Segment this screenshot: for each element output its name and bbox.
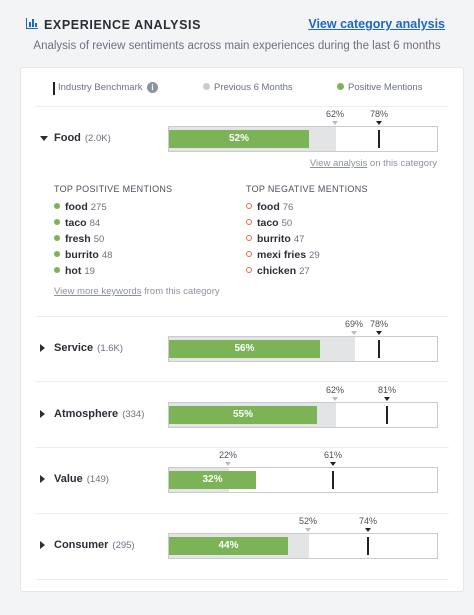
green-dot-icon bbox=[337, 83, 344, 90]
benchmark-pct-label: 78% bbox=[369, 319, 389, 329]
previous-marker-icon bbox=[332, 397, 338, 401]
category-label[interactable] bbox=[54, 132, 111, 144]
red-circle-icon bbox=[246, 251, 252, 257]
category-label[interactable] bbox=[54, 342, 123, 354]
benchmark-mark bbox=[367, 537, 369, 555]
legend-previous-label: Previous 6 Months bbox=[214, 82, 293, 93]
mention-term: food bbox=[65, 201, 88, 213]
category-name: Service bbox=[54, 342, 94, 354]
divider bbox=[35, 447, 449, 448]
gray-dot-icon bbox=[203, 83, 210, 90]
negative-mention-item[interactable] bbox=[246, 217, 292, 229]
benchmark-mark bbox=[378, 340, 380, 358]
mention-count: 50 bbox=[93, 234, 105, 245]
more-keywords-suffix: from this category bbox=[144, 286, 220, 297]
info-icon[interactable]: i bbox=[147, 82, 158, 93]
category-bar bbox=[168, 109, 438, 152]
view-category-analysis-link[interactable]: View category analysis bbox=[308, 17, 445, 31]
previous-marker-icon bbox=[305, 528, 311, 532]
benchmark-marker-icon bbox=[365, 528, 371, 532]
positive-mention-item[interactable] bbox=[54, 217, 100, 229]
caret-down-icon[interactable] bbox=[40, 136, 48, 141]
more-keywords bbox=[54, 286, 220, 297]
mention-term: mexi fries bbox=[257, 249, 307, 261]
mention-term: chicken bbox=[257, 265, 297, 277]
category-label[interactable] bbox=[54, 408, 144, 420]
mention-count: 50 bbox=[281, 218, 293, 229]
category-bar bbox=[168, 516, 438, 559]
mention-term: burrito bbox=[257, 233, 291, 245]
green-dot-icon bbox=[54, 251, 60, 257]
view-analysis-suffix: on this category bbox=[369, 158, 437, 169]
benchmark-marker-icon bbox=[376, 331, 382, 335]
divider bbox=[35, 106, 449, 107]
mention-term: food bbox=[257, 201, 280, 213]
divider bbox=[35, 513, 449, 514]
positive-bar: 56% bbox=[169, 340, 320, 358]
mention-count: 84 bbox=[89, 218, 101, 229]
red-circle-icon bbox=[246, 219, 252, 225]
positive-bar: 52% bbox=[169, 130, 309, 148]
positive-mention-item[interactable] bbox=[54, 249, 112, 261]
legend-positive-label: Positive Mentions bbox=[348, 82, 423, 93]
benchmark-marker-icon bbox=[330, 462, 336, 466]
benchmark-pct-label: 78% bbox=[369, 109, 389, 119]
green-dot-icon bbox=[54, 219, 60, 225]
category-count: (1.6K) bbox=[97, 343, 124, 354]
previous-pct-label: 62% bbox=[325, 385, 345, 395]
green-dot-icon bbox=[54, 267, 60, 273]
previous-marker-icon bbox=[332, 121, 338, 125]
legend bbox=[39, 80, 445, 98]
benchmark-marker-icon bbox=[376, 121, 382, 125]
caret-right-icon[interactable] bbox=[40, 475, 45, 483]
benchmark-mark bbox=[332, 471, 334, 489]
benchmark-marker-icon bbox=[384, 397, 390, 401]
category-name: Consumer bbox=[54, 539, 109, 551]
view-analysis bbox=[310, 158, 437, 169]
mention-count: 27 bbox=[299, 266, 310, 277]
mention-term: hot bbox=[65, 265, 82, 277]
benchmark-pct-label: 74% bbox=[358, 516, 378, 526]
category-bar bbox=[168, 385, 438, 428]
green-dot-icon bbox=[54, 203, 60, 209]
positive-mention-item[interactable] bbox=[54, 201, 107, 213]
header bbox=[26, 14, 448, 36]
negative-mention-item[interactable] bbox=[246, 201, 293, 213]
mention-count: 19 bbox=[84, 266, 95, 277]
view-more-keywords-link[interactable]: View more keywords bbox=[54, 286, 142, 297]
benchmark-pct-label: 61% bbox=[323, 450, 343, 460]
divider bbox=[35, 579, 449, 580]
negative-mention-item[interactable] bbox=[246, 249, 320, 261]
legend-previous bbox=[203, 82, 293, 93]
caret-right-icon[interactable] bbox=[40, 410, 45, 418]
benchmark-mark bbox=[378, 130, 380, 148]
positive-mention-item[interactable] bbox=[54, 265, 95, 277]
legend-benchmark-label: Industry Benchmark bbox=[58, 82, 143, 93]
previous-marker-icon bbox=[225, 462, 231, 466]
category-count: (149) bbox=[86, 474, 109, 485]
category-count: (2.0K) bbox=[84, 133, 111, 144]
negative-mention-item[interactable] bbox=[246, 265, 310, 277]
benchmark-line-icon bbox=[53, 82, 55, 95]
negative-mention-item[interactable] bbox=[246, 233, 304, 245]
benchmark-pct-label: 81% bbox=[377, 385, 397, 395]
mention-count: 29 bbox=[309, 250, 320, 261]
page-title: EXPERIENCE ANALYSIS bbox=[44, 18, 202, 32]
divider bbox=[35, 316, 449, 317]
mention-count: 275 bbox=[90, 202, 107, 213]
positive-bar: 44% bbox=[169, 537, 288, 555]
category-count: (295) bbox=[112, 540, 135, 551]
positive-bar: 55% bbox=[169, 406, 317, 424]
mention-count: 47 bbox=[293, 234, 305, 245]
previous-pct-label: 62% bbox=[325, 109, 345, 119]
divider bbox=[35, 381, 449, 382]
previous-pct-label: 22% bbox=[218, 450, 238, 460]
top-positive-heading: TOP POSITIVE MENTIONS bbox=[54, 184, 173, 194]
category-label[interactable] bbox=[54, 473, 109, 485]
category-bar bbox=[168, 319, 438, 362]
category-bar bbox=[168, 450, 438, 493]
mention-term: burrito bbox=[65, 249, 99, 261]
red-circle-icon bbox=[246, 235, 252, 241]
category-label[interactable] bbox=[54, 539, 135, 551]
mention-count: 76 bbox=[282, 202, 294, 213]
mention-term: taco bbox=[257, 217, 279, 229]
green-dot-icon bbox=[54, 235, 60, 241]
previous-pct-label: 69% bbox=[344, 319, 364, 329]
mention-term: taco bbox=[65, 217, 87, 229]
previous-marker-icon bbox=[351, 331, 357, 335]
red-circle-icon bbox=[246, 203, 252, 209]
category-name: Atmosphere bbox=[54, 408, 119, 420]
caret-right-icon[interactable] bbox=[40, 344, 45, 352]
category-name: Food bbox=[54, 132, 81, 144]
positive-mention-item[interactable] bbox=[54, 233, 104, 245]
caret-right-icon[interactable] bbox=[40, 541, 45, 549]
mention-count: 48 bbox=[101, 250, 113, 261]
category-count: (334) bbox=[122, 409, 145, 420]
top-negative-heading: TOP NEGATIVE MENTIONS bbox=[246, 184, 368, 194]
red-circle-icon bbox=[246, 267, 252, 273]
legend-positive bbox=[337, 82, 422, 93]
benchmark-mark bbox=[386, 406, 388, 424]
bar-chart-icon bbox=[26, 17, 38, 29]
positive-bar: 32% bbox=[169, 471, 256, 489]
view-analysis-link[interactable]: View analysis bbox=[309, 158, 368, 169]
experience-card bbox=[20, 67, 464, 592]
category-name: Value bbox=[54, 473, 83, 485]
previous-pct-label: 52% bbox=[298, 516, 318, 526]
mention-term: fresh bbox=[65, 233, 91, 245]
page-subtitle: Analysis of review sentiments across main experiences during the last 6 months bbox=[33, 40, 441, 52]
